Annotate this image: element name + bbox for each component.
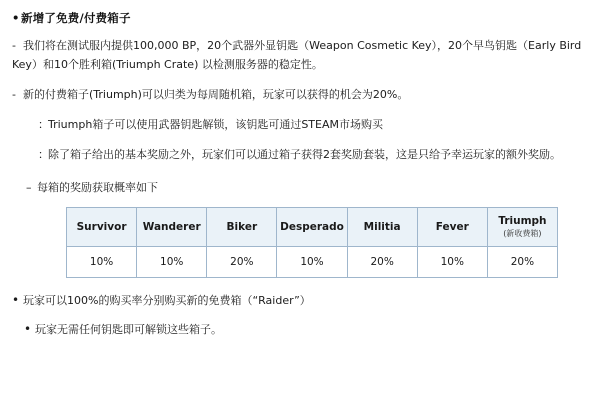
footer-line-2 bbox=[10, 320, 596, 339]
colon-marker-icon: ： bbox=[38, 148, 49, 161]
sub-paragraph-1 bbox=[10, 115, 596, 134]
footer-line-1-text: 玩家可以100%的购买率分别购买新的免费箱（“Raider”） bbox=[23, 294, 311, 307]
table-cell: 20% bbox=[487, 247, 557, 278]
footer-line-1 bbox=[10, 291, 596, 310]
footer-line-2-text: 玩家无需任何钥匙即可解锁这些箱子。 bbox=[35, 323, 222, 336]
column-label: Militia bbox=[363, 220, 401, 233]
dash-marker-icon: - bbox=[12, 88, 16, 101]
table-header-row bbox=[67, 208, 558, 247]
column-label: Desperado bbox=[280, 220, 344, 233]
table-cell: 20% bbox=[207, 247, 277, 278]
column-label: Triumph bbox=[498, 215, 547, 227]
sub-paragraph-1-text: Triumph箱子可以使用武器钥匙解锁，该钥匙可通过STEAM市场购买 bbox=[48, 118, 383, 131]
table-cell: 10% bbox=[67, 247, 137, 278]
table-header-cell bbox=[417, 208, 487, 247]
paragraph-1 bbox=[10, 36, 596, 74]
bullet-icon: • bbox=[24, 322, 32, 336]
table-cell: 10% bbox=[417, 247, 487, 278]
dash-marker-icon: - bbox=[12, 39, 16, 52]
sub-paragraph-2-text: 除了箱子给出的基本奖励之外，玩家们可以通过箱子获得2套奖励套装，这是只给予幸运玩家的额外奖励。 bbox=[48, 148, 561, 161]
sub-paragraph-2 bbox=[10, 145, 596, 164]
table-header-cell bbox=[207, 208, 277, 247]
table-cell: 10% bbox=[137, 247, 207, 278]
page-title-text: 新增了免费/付费箱子 bbox=[21, 11, 131, 25]
table-header-cell bbox=[67, 208, 137, 247]
bullet-icon: • bbox=[12, 11, 20, 25]
rates-intro-text: 每箱的奖励获取概率如下 bbox=[37, 181, 158, 194]
bullet-icon: • bbox=[12, 293, 20, 307]
column-label: Survivor bbox=[76, 220, 127, 233]
table-header-cell bbox=[137, 208, 207, 247]
colon-marker-icon: ： bbox=[38, 118, 49, 131]
table-header-cell bbox=[277, 208, 347, 247]
table-row bbox=[67, 247, 558, 278]
dash-marker-icon: – bbox=[26, 181, 32, 194]
reward-probability-table bbox=[66, 207, 558, 278]
column-label: Wanderer bbox=[142, 220, 201, 233]
column-sublabel: (新收费箱) bbox=[503, 229, 542, 238]
column-label: Biker bbox=[226, 220, 258, 233]
paragraph-2-text: 新的付费箱子(Triumph)可以归类为每周随机箱，玩家可以获得的机会为20%。 bbox=[23, 88, 409, 101]
rates-intro bbox=[10, 178, 596, 197]
table-cell: 20% bbox=[347, 247, 417, 278]
table-header-cell bbox=[347, 208, 417, 247]
page-title bbox=[12, 10, 596, 26]
column-label: Fever bbox=[435, 220, 469, 233]
table-header-cell bbox=[487, 208, 557, 247]
paragraph-1-text: 我们将在测试服内提供100,000 BP，20个武器外显钥匙（Weapon Cosmetic Key），20个早鸟钥匙（Early Bird Key）和10个胜利箱(Triumph Crate) 以检测服务器的稳定性。 bbox=[12, 39, 582, 71]
table-cell: 10% bbox=[277, 247, 347, 278]
paragraph-2 bbox=[10, 85, 596, 104]
